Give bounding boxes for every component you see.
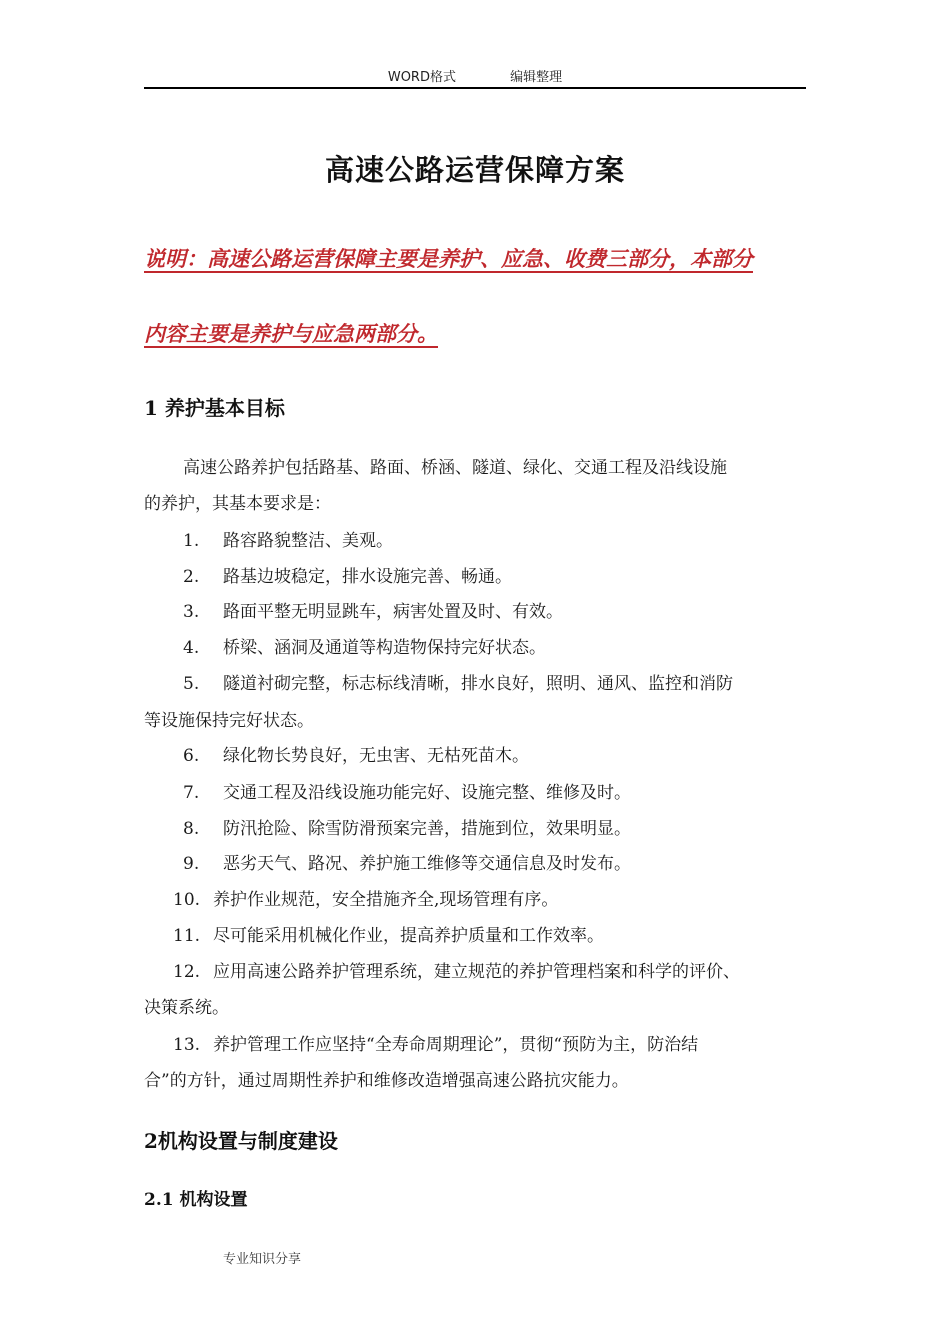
list-number: 1. [183,531,200,551]
list-number: 9. [183,854,200,874]
page-header [0,66,950,85]
list-number: 4. [183,638,200,658]
list-text: 路面平整无明显跳车，病害处置及时、有效。 [223,602,563,622]
list-text: 交通工程及沿线设施功能完好、设施完整、维修及时。 [223,783,631,803]
intro-line-1: 高速公路养护包括路基、路面、桥涵、隧道、绿化、交通工程及沿线设施 [183,458,727,478]
list-number: 7. [183,783,200,803]
list-number: 6. [183,746,200,766]
list-number: 3. [183,602,200,622]
list-text: 路容路貌整洁、美观。 [223,531,393,551]
list-number: 13. [173,1035,201,1055]
section-2-heading: 2机构设置与制度建设 [144,1129,338,1153]
list-item-3 [183,597,563,622]
list-item-11 [173,921,604,946]
list-number: 5. [183,674,200,694]
list-item-8 [183,814,631,839]
list-item-5-continuation: 等设施保持完好状态。 [144,711,314,731]
list-item-12 [173,957,740,982]
list-item-6 [183,741,529,766]
list-item-9 [183,849,631,874]
page-footer: 专业知识分享 [223,1252,302,1267]
note-line-2: 内容主要是养护与应急两部分。 [144,321,438,346]
list-text: 防汛抢险、除雪防滑预案完善，措施到位，效果明显。 [223,819,631,839]
list-text: 桥梁、涵洞及通道等构造物保持完好状态。 [223,638,546,658]
header-rule [144,87,806,89]
note-line-1: 说明：高速公路运营保障主要是养护、应急、收费三部分，本部分 [144,246,753,271]
list-text: 隧道衬砌完整，标志标线清晰，排水良好，照明、通风、监控和消防 [223,674,733,694]
list-item-13 [173,1030,698,1055]
intro-line-2: 的养护，其基本要求是： [144,494,331,514]
list-number: 10. [173,890,201,910]
list-text: 绿化物长势良好，无虫害、无枯死苗木。 [223,746,529,766]
list-number: 2. [183,567,200,587]
list-text: 路基边坡稳定，排水设施完善、畅通。 [223,567,512,587]
section-2-1-heading: 2.1 机构设置 [144,1190,248,1210]
section-1-heading: 1 养护基本目标 [144,396,285,420]
list-text: 应用高速公路养护管理系统，建立规范的养护管理档案和科学的评价、 [213,962,740,982]
list-text: 养护管理工作应坚持“全寿命周期理论”，贯彻“预防为主，防治结 [213,1035,699,1055]
list-number: 8. [183,819,200,839]
header-right-label: 编辑整理 [510,70,563,85]
list-text: 尽可能采用机械化作业，提高养护质量和工作效率。 [213,926,604,946]
list-item-4 [183,633,546,658]
list-item-2 [183,562,512,587]
list-item-10 [173,885,558,910]
header-left-label: WORD格式 [387,70,456,85]
list-text: 恶劣天气、路况、养护施工维修等交通信息及时发布。 [223,854,631,874]
list-number: 12. [173,962,201,982]
list-item-7 [183,778,631,803]
list-number: 11. [173,926,201,946]
list-text: 养护作业规范，安全措施齐全,现场管理有序。 [213,890,559,910]
list-item-1 [183,526,393,551]
list-item-12-continuation: 决策系统。 [144,998,229,1018]
document-title: 高速公路运营保障方案 [324,153,625,187]
list-item-13-continuation: 合”的方针，通过周期性养护和维修改造增强高速公路抗灾能力。 [144,1071,629,1091]
list-item-5 [183,669,733,694]
